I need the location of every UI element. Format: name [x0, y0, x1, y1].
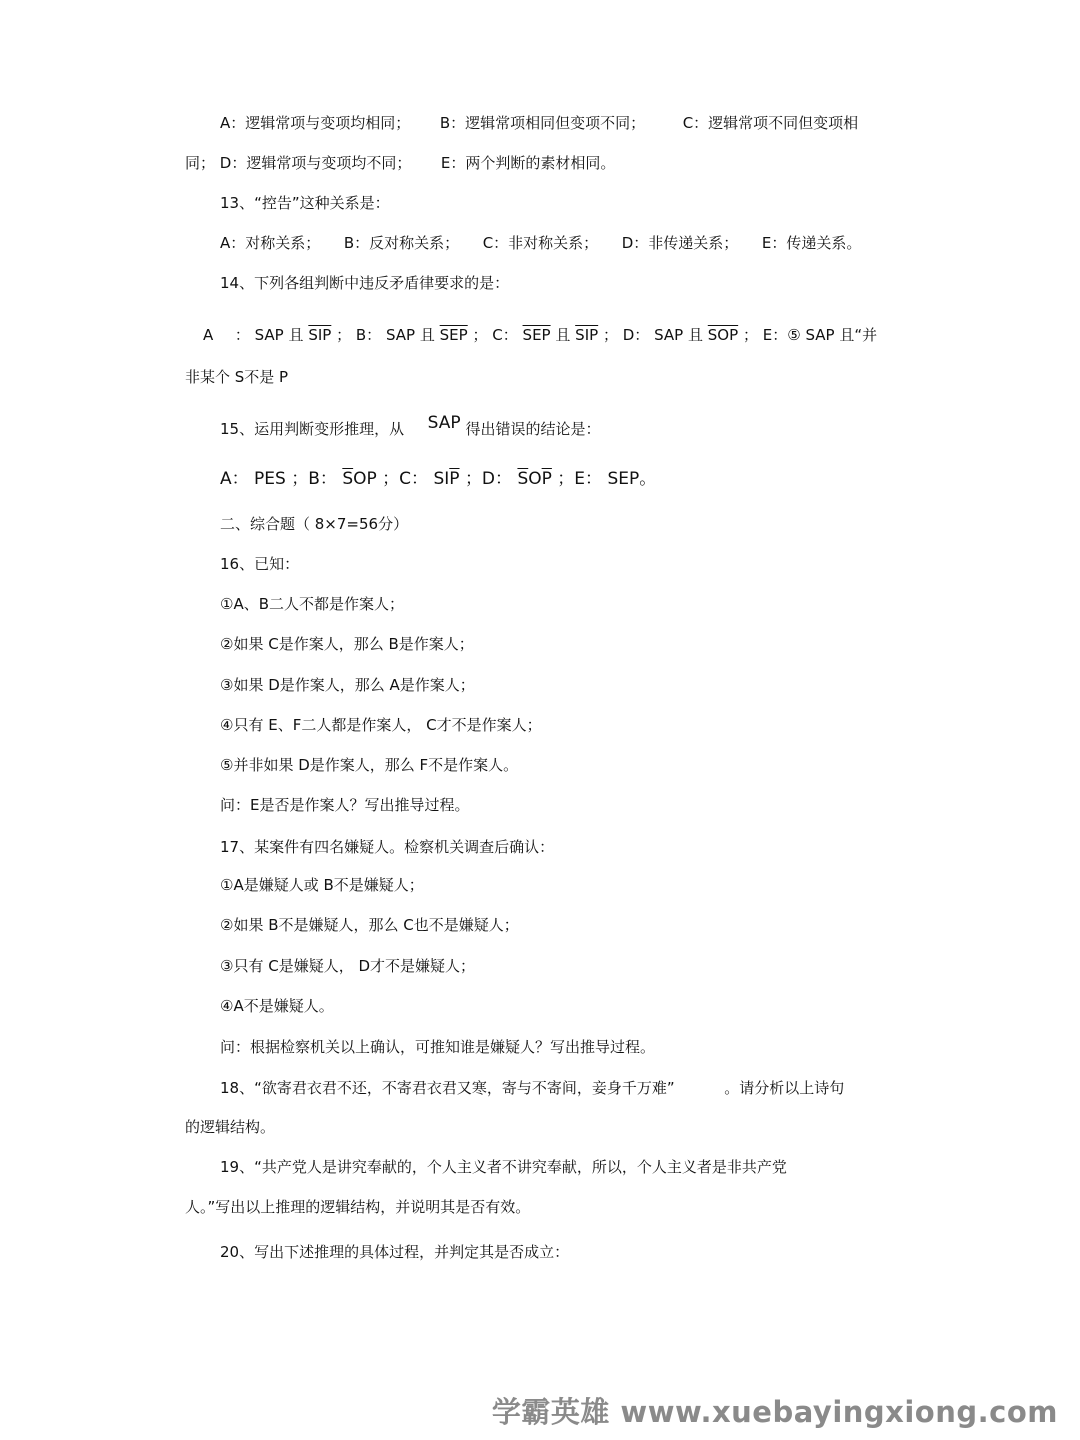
q18-poem: 18、“欲寄君衣君不还，不寄君衣君又寒，寄与不寄间，妾身千万难” — [220, 1079, 675, 1097]
q14-semicolon: ； — [472, 326, 488, 344]
q15-a-pes: PES — [254, 469, 286, 489]
q12-option-e: E：两个判断的素材相同。 — [440, 154, 616, 172]
q14-colon: ： — [234, 326, 250, 344]
q14-semicolon: ； — [742, 326, 758, 344]
q12-option-c-cont: 同； — [185, 154, 216, 172]
q14-b-sap: SAP — [385, 326, 416, 344]
q14-semicolon: ； — [336, 326, 352, 344]
q14-d-sop-negated: $\overline{SOP}$ — [707, 326, 739, 344]
q14-c-and: 且 — [555, 326, 571, 344]
q17-stem: 17、某案件有四名嫌疑人。检察机关调查后确认： — [220, 838, 555, 856]
q14-b-and: 且 — [419, 326, 435, 344]
q12-option-c: C：逻辑常项不同但变项相 — [682, 114, 859, 132]
q15-d-o-letter: O — [528, 469, 542, 489]
q14-label-e: E：⑤ — [762, 326, 801, 344]
q17-question: 问：根据检察机关以上确认，可推知谁是嫌疑人？写出推导过程。 — [220, 1038, 656, 1056]
q15-c-p-negated: $\overline{P}$ — [449, 469, 460, 489]
q17-condition-1: ①A是嫌疑人或 B不是嫌疑人； — [220, 876, 424, 894]
q16-question: 问：E是否是作案人？写出推导过程。 — [220, 796, 470, 814]
q17-condition-4: ④A不是嫌疑人。 — [220, 997, 334, 1015]
q14-a-and: 且 — [288, 326, 304, 344]
q14-label-b: B： — [355, 326, 382, 344]
q15-stem-part2: 得出错误的结论是： — [465, 420, 601, 438]
q13-option-d: D：非传递关系； — [621, 234, 739, 252]
q15-label-c: ；C： — [382, 469, 429, 489]
q13-option-a: A：对称关系； — [220, 234, 321, 252]
q13-option-e: E：传递关系。 — [761, 234, 862, 252]
q16-condition-5: ⑤并非如果 D是作案人，那么 F不是作案人。 — [220, 756, 519, 774]
q18-line1 — [220, 1077, 844, 1099]
q13-stem: 13、“控告”这种关系是： — [220, 194, 390, 212]
q19-line2: 人。”写出以上推理的逻辑结构，并说明其是否有效。 — [185, 1198, 531, 1216]
q16-stem: 16、已知： — [220, 555, 300, 573]
q14-options-line1 — [203, 324, 877, 346]
q13-option-b: B：反对称关系； — [343, 234, 460, 252]
q14-d-sap: SAP — [654, 326, 684, 344]
q15-label-e: ；E： — [557, 469, 603, 489]
q15-label-d: ；D： — [464, 469, 513, 489]
q17-condition-2: ②如果 B不是嫌疑人，那么 C也不是嫌疑人； — [220, 916, 519, 934]
q14-label-a: A — [203, 326, 214, 344]
q14-a-sip-negated: $\overline{SIP}$ — [308, 326, 332, 344]
q13-option-c: C：非对称关系； — [482, 234, 599, 252]
q15-options — [220, 468, 656, 490]
q14-semicolon: ； — [602, 326, 618, 344]
q14-label-d: D： — [622, 326, 650, 344]
q14-e-sap: SAP — [805, 326, 835, 344]
q14-stem: 14、下列各组判断中违反矛盾律要求的是： — [220, 274, 510, 292]
q16-condition-1: ①A、B二人不都是作案人； — [220, 595, 405, 613]
q14-b-sep-negated: $\overline{SEP}$ — [439, 326, 468, 344]
q14-d-and: 且 — [687, 326, 703, 344]
q14-a-sap: SAP — [254, 326, 284, 344]
q12-option-a: A：逻辑常项与变项均相同； — [220, 114, 411, 132]
section-2-title: 二、综合题（ 8×7=56分） — [220, 515, 409, 533]
q16-condition-4: ④只有 E、F二人都是作案人， C才不是作案人； — [220, 716, 542, 734]
q13-options — [220, 232, 861, 254]
q15-d-s-negated: $\overline{S}$ — [517, 469, 529, 489]
site-watermark: 学霸英雄 www.xuebayingxiong.com — [491, 1395, 1058, 1429]
q15-label-a: A： — [220, 469, 249, 489]
q18-line2: 的逻辑结构。 — [185, 1118, 276, 1136]
q15-stem — [220, 413, 601, 440]
q14-options-line2: 非某个 S不是 P — [185, 368, 289, 386]
q15-d-p-negated: $\overline{P}$ — [541, 469, 552, 489]
q17-condition-3: ③只有 C是嫌疑人， D才不是嫌疑人； — [220, 957, 476, 975]
q19-line1: 19、“共产党人是讲究奉献的，个人主义者不讲究奉献，所以，个人主义者是非共产党 — [220, 1158, 787, 1176]
q15-stem-part1: 15、运用判断变形推理，从 — [220, 420, 405, 438]
q14-e-tail: 且“并 — [839, 326, 878, 344]
q12-option-d: D：逻辑常项与变项均不同； — [219, 154, 412, 172]
q16-condition-2: ②如果 C是作案人，那么 B是作案人； — [220, 635, 474, 653]
q12-options-line2 — [185, 152, 615, 174]
q15-label-b: ；B： — [291, 469, 337, 489]
q20-stem: 20、写出下述推理的具体过程，并判定其是否成立： — [220, 1243, 570, 1261]
q14-label-c: C： — [492, 326, 518, 344]
q15-e-sep: SEP。 — [607, 469, 657, 489]
q14-c-sep-negated: $\overline{SEP}$ — [522, 326, 551, 344]
q15-c-si: SI — [433, 469, 450, 489]
q18-instruction: 。请分析以上诗句 — [724, 1079, 845, 1097]
q14-c-sip-negated: $\overline{SIP}$ — [575, 326, 599, 344]
q15-b-op: OP — [353, 469, 377, 489]
q12-option-b: B：逻辑常项相同但变项不同； — [439, 114, 646, 132]
q15-b-s-negated: $\overline{S}$ — [342, 469, 354, 489]
q15-stem-sap: SAP — [427, 413, 461, 433]
q12-options-line1 — [220, 112, 858, 134]
q16-condition-3: ③如果 D是作案人，那么 A是作案人； — [220, 676, 475, 694]
